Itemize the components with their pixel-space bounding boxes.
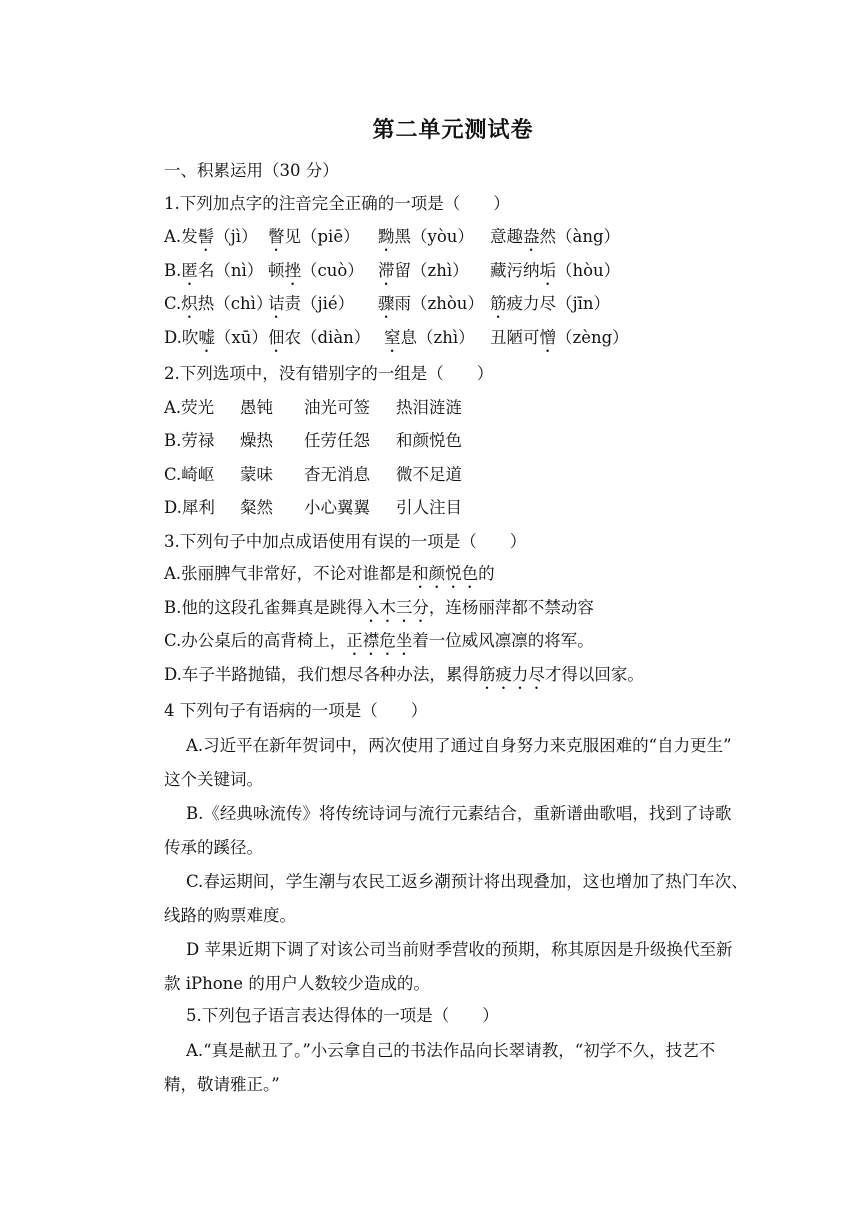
question-5-stem: 5.下列包子语言表达得体的一项是（ ）: [186, 1006, 499, 1025]
question-4-option-a-line-1: A.习近平在新年贺词中，两次使用了通过自身努力来克服困难的“自力更生”: [186, 736, 732, 755]
question-2-option-b: [164, 427, 462, 451]
question-3-option-b: B.他的这段孔雀舞真是跳得入木三分，连杨丽萍都不禁动容: [164, 598, 594, 617]
question-4-option-b-line-1: B.《经典咏流传》将传统诗词与流行元素结合，重新谱曲歌唱，找到了诗歌: [186, 804, 732, 823]
question-4-option-a-line-2: 这个关键词。: [164, 770, 263, 789]
q1-a-term-3: 黝黑（yòu）: [378, 227, 474, 246]
question-4-option-d-line-1: D 苹果近期下调了对该公司当前财季营收的预期，称其原因是升级换代至新: [186, 940, 733, 959]
q1-c-term-3: 骤雨（zhòu）: [378, 294, 484, 313]
question-1-option-b: [164, 257, 620, 289]
q1-b-term-2: 顿挫（cuò）: [268, 261, 364, 280]
question-1-option-d: [164, 324, 629, 356]
q1-b-term-3: 滞留（zhì）: [378, 261, 469, 280]
question-1-option-c: [164, 290, 610, 322]
q1-a-term-4: 意趣盎然（àng）: [490, 227, 621, 246]
question-5-option-a-line-2: 精，敬请雅正。”: [164, 1075, 280, 1094]
question-2-option-c: [164, 461, 462, 485]
q2-b-word-4: 和颜悦色: [396, 431, 462, 450]
question-4-stem: 4 下列句子有语病的一项是（ ）: [164, 701, 428, 720]
question-4-option-d-line-2: 款 iPhone 的用户人数较少造成的。: [164, 974, 430, 993]
q2-c-word-2: 蒙味: [240, 465, 273, 484]
q2-a-word-2: 愚钝: [240, 398, 273, 417]
q1-a-term-2: 瞥见（piē）: [268, 227, 360, 246]
q1-d-term-2: 佃农（diàn）: [268, 328, 371, 347]
q2-c-word-1: C.崎岖: [164, 465, 215, 484]
q1-d-term-3: 窒息（zhì）: [384, 328, 475, 347]
q2-b-word-3: 任劳任怨: [304, 431, 370, 450]
question-5-option-a-line-1: A.“真是献丑了。”小云拿自己的书法作品向长翠请教，“初学不久，技艺不: [186, 1041, 716, 1060]
question-1-stem: 1.下列加点字的注音完全正确的一项是（ ）: [164, 194, 510, 213]
question-2-option-a: [164, 394, 462, 418]
q1-d-term-4: 丑陋可憎（zèng）: [490, 328, 629, 347]
q2-a-word-4: 热泪涟涟: [396, 398, 462, 417]
section-heading: 一、积累运用（30 分）: [164, 161, 339, 180]
q2-b-word-2: 燥热: [240, 431, 273, 450]
q2-d-word-1: D.犀利: [164, 498, 215, 517]
q1-b-term-1: B.匿名（nì）: [164, 261, 264, 280]
q1-b-term-4: 藏污纳垢（hòu）: [490, 261, 621, 280]
q2-b-word-1: B.劳禄: [164, 431, 215, 450]
question-2-option-d: [164, 494, 462, 518]
question-3-stem: 3.下列句子中加点成语使用有误的一项是（ ）: [164, 532, 527, 551]
question-2-stem: 2.下列选项中，没有错别字的一组是（ ）: [164, 364, 494, 383]
q2-d-word-2: 粲然: [240, 498, 273, 517]
question-3-option-c: C.办公桌后的高背椅上，正襟危坐着一位威风凛凛的将军。: [164, 631, 594, 650]
q1-c-term-4: 筋疲力尽（jīn）: [490, 294, 611, 313]
question-3-option-a: A.张丽脾气非常好，不论对谁都是和颜悦色的: [164, 564, 495, 583]
q1-c-term-2: 诘责（jié）: [268, 294, 355, 313]
q2-d-word-3: 小心翼翼: [304, 498, 370, 517]
question-1-option-a: [164, 223, 620, 255]
q2-c-word-4: 微不足道: [396, 465, 462, 484]
question-4-option-c-line-1: C.春运期间，学生潮与农民工返乡潮预计将出现叠加，这也增加了热门车次、: [186, 872, 748, 891]
q2-c-word-3: 杳无消息: [304, 465, 370, 484]
q2-d-word-4: 引人注目: [396, 498, 462, 517]
q2-a-word-3: 油光可签: [304, 398, 370, 417]
q2-a-word-1: A.荧光: [164, 398, 215, 417]
question-4-option-b-line-2: 传承的蹊径。: [164, 838, 263, 857]
question-4-option-c-line-2: 线路的购票难度。: [164, 906, 296, 925]
q1-a-term-1: A.发髻（jì）: [164, 227, 258, 246]
question-3-option-d: D.车子半路抛锚，我们想尽各种办法，累得筋疲力尽才得以回家。: [164, 665, 644, 684]
page-title: 第二单元测试卷: [372, 117, 534, 143]
q1-c-term-1: C.炽热（chì）: [164, 294, 273, 313]
q1-d-term-1: D.吹嘘（xū）: [164, 328, 268, 347]
